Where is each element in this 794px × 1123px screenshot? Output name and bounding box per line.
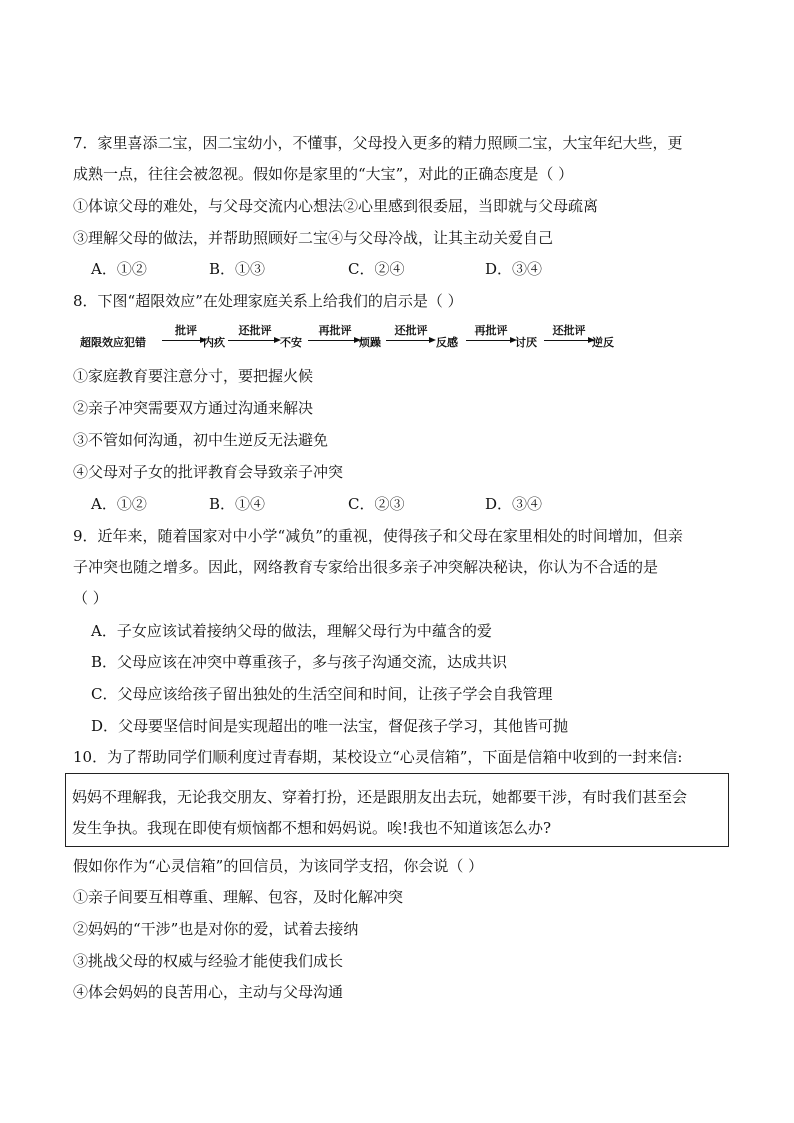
q8-stem: 8．下图“超限效应”在处理家庭关系上给我们的启示是（ ） — [73, 292, 463, 310]
flow-node-4: 反感 — [436, 336, 458, 349]
q7-stem-line1: 7．家里喜添二宝，因二宝幼小，不懂事，父母投入更多的精力照顾二宝，大宝年纪大些，更 — [73, 134, 683, 152]
q10-statement-2: ②妈妈的“干涉”也是对你的爱，试着去接纳 — [73, 920, 359, 938]
q8-option-b[interactable]: B．①④ — [209, 495, 266, 513]
q8-option-d[interactable]: D．③④ — [485, 495, 543, 513]
flow-arrow-3 — [308, 340, 356, 341]
flow-node-2: 不安 — [280, 336, 302, 349]
flow-node-1: 内疚 — [203, 336, 225, 349]
flow-arrow-label-4: 还批评 — [394, 324, 428, 337]
q7-option-c[interactable]: C．②④ — [348, 260, 405, 278]
flow-arrow-2 — [228, 340, 276, 341]
flow-arrow-5 — [466, 340, 512, 341]
q10-stem-line1: 10．为了帮助同学们顺利度过青春期，某校设立“心灵信箱”，下面是信箱中收到的一封来信: — [73, 748, 683, 766]
q9-option-d[interactable]: D．父母要坚信时间是实现超出的唯一法宝，督促孩子学习，其他皆可抛 — [91, 717, 569, 735]
flow-arrow-head-4 — [429, 337, 436, 343]
flow-node-6: 逆反 — [592, 336, 614, 349]
q7-option-a[interactable]: A．①② — [91, 260, 147, 278]
q9-option-c[interactable]: C．父母应该给孩子留出独处的生活空间和时间，让孩子学会自我管理 — [91, 685, 553, 703]
q10-statement-1: ①亲子间要互相尊重、理解、包容，及时化解冲突 — [73, 888, 404, 906]
flow-node-3: 烦躁 — [359, 336, 381, 349]
q8-option-c[interactable]: C．②③ — [348, 495, 405, 513]
flow-arrow-1 — [162, 340, 202, 341]
q9-option-b[interactable]: B．父母应该在冲突中尊重孩子，多与孩子沟通交流，达成共识 — [91, 653, 508, 671]
q8-statement-1: ①家庭教育要注意分寸，要把握火候 — [73, 367, 314, 385]
q10-statement-3: ③挑战父母的权威与经验才能使我们成长 — [73, 952, 344, 970]
q7-option-d[interactable]: D．③④ — [485, 260, 543, 278]
q8-statement-4: ④父母对子女的批评教育会导致亲子冲突 — [73, 463, 344, 481]
q10-statement-4: ④体会妈妈的良苦用心，主动与父母沟通 — [73, 983, 344, 1001]
superlimit-effect-flow-diagram — [80, 322, 640, 352]
flow-node-5: 讨厌 — [515, 336, 537, 349]
flow-start-node: 超限效应犯错 — [80, 336, 146, 349]
flow-arrow-label-3: 再批评 — [318, 324, 352, 337]
q9-option-a[interactable]: A．子女应该试着接纳父母的做法，理解父母行为中蕴含的爱 — [91, 622, 492, 640]
flow-arrow-label-2: 还批评 — [238, 324, 272, 337]
q7-stem-line2: 成熟一点，往往会被忽视。假如你是家里的“大宝”，对此的正确态度是（ ） — [73, 165, 574, 183]
q7-statement-1-2: ①体谅父母的难处，与父母交流内心想法②心里感到很委屈，当即就与父母疏离 — [73, 197, 599, 215]
q7-option-b[interactable]: B．①③ — [209, 260, 266, 278]
flow-arrow-label-1: 批评 — [175, 324, 197, 337]
letter-box — [65, 773, 729, 847]
letter-line1: 妈妈不理解我，无论我交朋友、穿着打扮，还是跟朋友出去玩，她都要干涉，有时我们甚至会 — [72, 788, 688, 806]
flow-arrow-4 — [386, 340, 431, 341]
q9-stem-line3: （ ） — [73, 589, 108, 607]
q9-stem-line2: 子冲突也随之增多。因此，网络教育专家给出很多亲子冲突解决秘诀，你认为不合适的是 — [73, 558, 659, 576]
q8-option-a[interactable]: A．①② — [91, 495, 147, 513]
flow-arrow-label-5: 再批评 — [474, 324, 508, 337]
q9-stem-line1: 9．近年来，随着国家对中小学“减负”的重视，使得孩子和父母在家里相处的时间增加，但亲 — [73, 527, 683, 545]
q8-statement-3: ③不管如何沟通，初中生逆反无法避免 — [73, 431, 329, 449]
flow-arrow-label-6: 还批评 — [552, 324, 586, 337]
q7-statement-3-4: ③理解父母的做法，并帮助照顾好二宝④与父母冷战，让其主动关爱自己 — [73, 229, 554, 247]
letter-line2: 发生争执。我现在即使有烦恼都不想和妈妈说。唉!我也不知道该怎么办? — [72, 819, 552, 837]
q8-statement-2: ②亲子冲突需要双方通过沟通来解决 — [73, 399, 314, 417]
q10-stem-line2: 假如你作为“心灵信箱”的回信员，为该同学支招，你会说（ ） — [73, 857, 484, 875]
flow-arrow-6 — [544, 340, 590, 341]
